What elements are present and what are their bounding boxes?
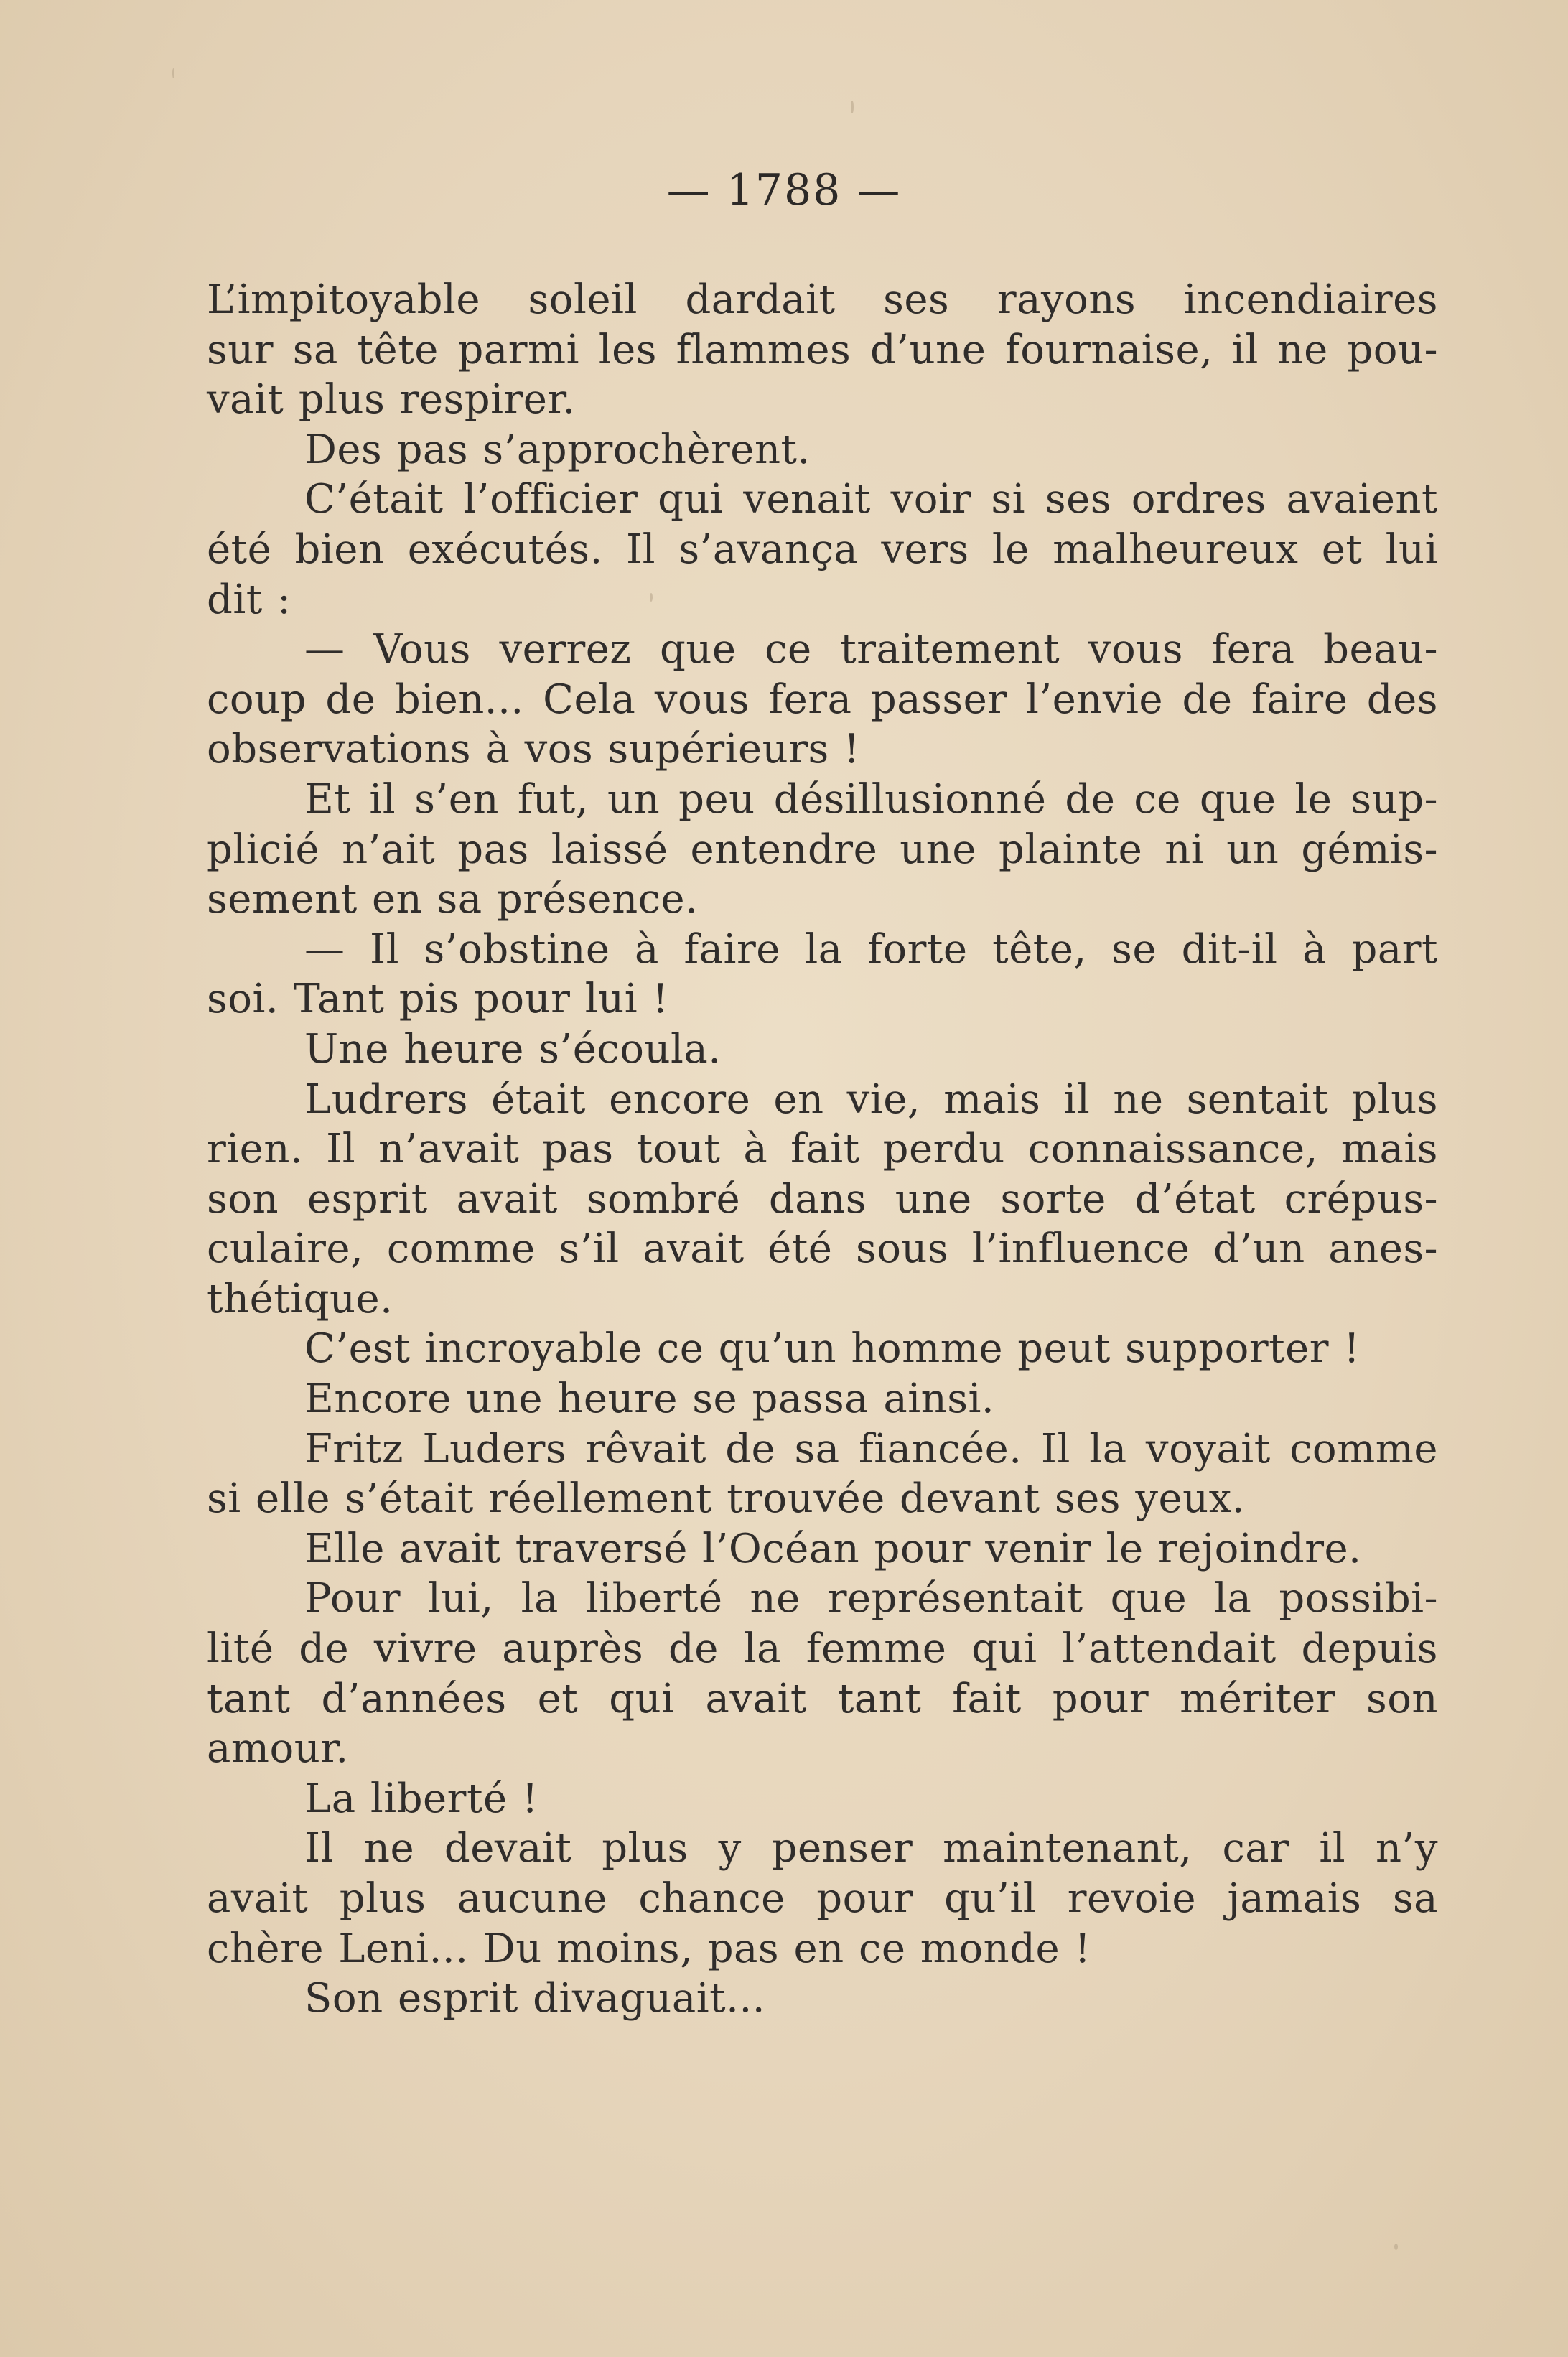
text-line: La liberté ! bbox=[304, 1775, 538, 1822]
paper-speck bbox=[1394, 2244, 1398, 2250]
text-line: soi. Tant pis pour lui ! bbox=[207, 976, 669, 1023]
paper-speck bbox=[851, 101, 854, 113]
text-line: coup de bien... Cela vous fera passer l’envie de faire des bbox=[207, 676, 1438, 723]
text-line: rien. Il n’avait pas tout à fait perdu connaissance, mais bbox=[207, 1126, 1438, 1173]
paper-speck bbox=[172, 68, 174, 78]
text-line: Une heure s’écoula. bbox=[304, 1025, 722, 1073]
text-line: sur sa tête parmi les flammes d’une fournaise, il ne pou- bbox=[207, 326, 1438, 373]
text-line: — Vous verrez que ce traitement vous fera beau- bbox=[304, 626, 1438, 673]
text-line: plicié n’ait pas laissé entendre une plainte ni un gémis- bbox=[207, 826, 1438, 873]
text-line: lité de vivre auprès de la femme qui l’attendait depuis bbox=[207, 1625, 1438, 1673]
text-line: C’est incroyable ce qu’un homme peut supporter ! bbox=[304, 1325, 1361, 1373]
text-line: thétique. bbox=[207, 1275, 393, 1322]
text-line: chère Leni... Du moins, pas en ce monde ! bbox=[207, 1925, 1091, 1972]
text-line: Il ne devait plus y penser maintenant, car il n’y bbox=[304, 1825, 1438, 1872]
text-line: L’impitoyable soleil dardait ses rayons incendiaires bbox=[207, 276, 1438, 323]
text-line: dit : bbox=[207, 576, 291, 623]
text-line: culaire, comme s’il avait été sous l’influence d’un anes- bbox=[207, 1226, 1438, 1273]
text-line: été bien exécutés. Il s’avança vers le malheureux et lui bbox=[207, 526, 1438, 573]
text-line: Ludrers était encore en vie, mais il ne sentait plus bbox=[304, 1075, 1438, 1123]
text-line: vait plus respirer. bbox=[207, 376, 576, 424]
text-line: sement en sa présence. bbox=[207, 876, 699, 923]
text-line: avait plus aucune chance pour qu’il revoie jamais sa bbox=[207, 1875, 1438, 1922]
text-line: Son esprit divaguait... bbox=[304, 1975, 766, 2022]
text-line: Elle avait traversé l’Océan pour venir le rejoindre. bbox=[304, 1525, 1362, 1572]
text-line: Encore une heure se passa ainsi. bbox=[304, 1376, 995, 1423]
text-line: Pour lui, la liberté ne représentait que la possibi- bbox=[304, 1575, 1438, 1623]
text-line: amour. bbox=[207, 1725, 349, 1773]
page-number-header: — 1788 — bbox=[666, 165, 902, 215]
text-line: — Il s’obstine à faire la forte tête, se dit-il à part bbox=[304, 925, 1438, 973]
body-text bbox=[207, 275, 1438, 2024]
text-line: observations à vos supérieurs ! bbox=[207, 726, 861, 773]
text-line: Des pas s’approchèrent. bbox=[304, 426, 811, 473]
paper-speck bbox=[650, 593, 653, 602]
text-line: C’était l’officier qui venait voir si ses ordres avaient bbox=[304, 476, 1438, 523]
text-line: son esprit avait sombré dans une sorte d’état crépus- bbox=[207, 1175, 1438, 1223]
text-line: Fritz Luders rêvait de sa fiancée. Il la voyait comme bbox=[304, 1425, 1438, 1472]
text-line: tant d’années et qui avait tant fait pour mériter son bbox=[207, 1675, 1438, 1722]
text-line: Et il s’en fut, un peu désillusionné de ce que le sup- bbox=[304, 775, 1438, 823]
text-line: si elle s’était réellement trouvée devant ses yeux. bbox=[207, 1475, 1246, 1523]
